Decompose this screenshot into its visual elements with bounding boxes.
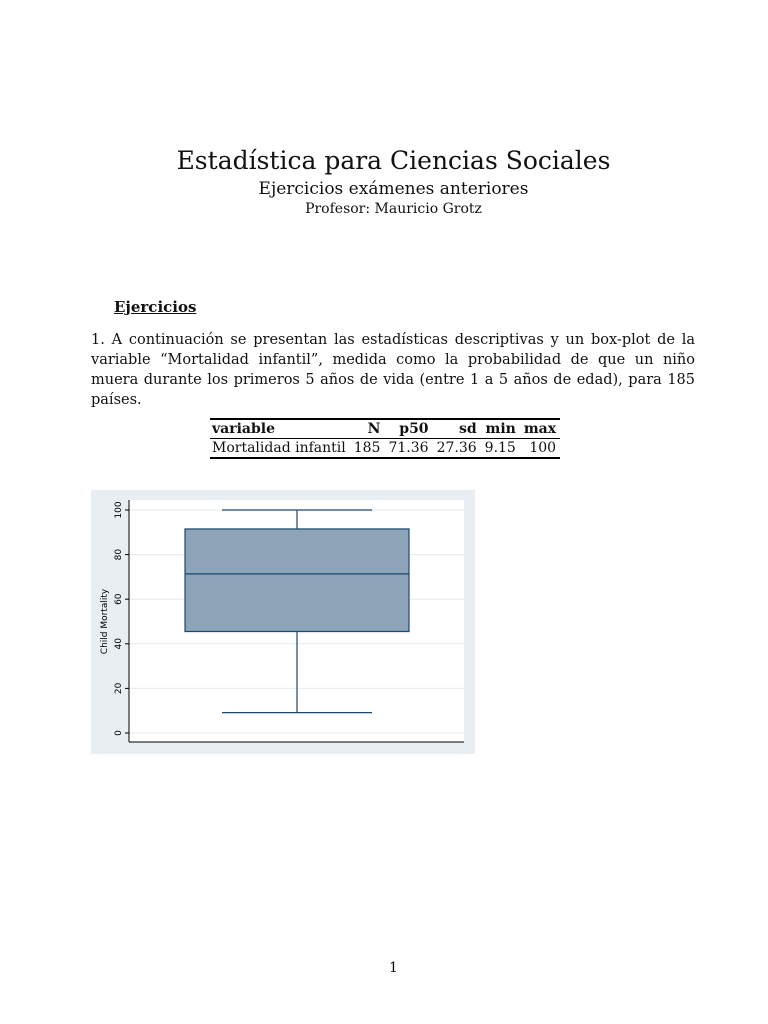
document-author: Profesor: Mauricio Grotz: [305, 201, 482, 217]
cell-p50: 71.36: [388, 440, 429, 456]
cell-max: 100: [529, 440, 557, 456]
document-title: Estadística para Ciencias Sociales: [176, 146, 611, 175]
page-number: 1: [389, 960, 398, 976]
header-p50: p50: [399, 421, 429, 437]
y-tick-label: 0: [114, 730, 124, 736]
y-tick-label: 20: [114, 682, 124, 695]
section-heading: Ejercicios: [114, 298, 197, 316]
stats-header-row: [210, 419, 560, 439]
cell-sd: 27.36: [436, 440, 477, 456]
cell-min: 9.15: [484, 440, 516, 456]
y-axis-label: Child Mortality: [100, 588, 110, 655]
header-variable: variable: [212, 421, 275, 437]
cell-n: 185: [353, 440, 381, 456]
iqr-box: [185, 529, 409, 632]
stats-table: [210, 418, 560, 459]
y-tick-label: 100: [114, 501, 124, 519]
cell-variable: Mortalidad infantil: [212, 440, 346, 456]
document-subtitle: Ejercicios exámenes anteriores: [258, 179, 529, 199]
header-n: N: [367, 421, 381, 437]
header-max: max: [523, 421, 557, 437]
y-tick-label: 60: [114, 593, 124, 605]
exercise-paragraph: 1. A continuación se presentan las estadísticas descriptivas y un box-plot de la variable “Mortalidad infantil”, medida como la probabilidad de que un niño muera durante los primeros 5 años de vida (entre 1 a 5 años de edad), para 185 países.: [91, 332, 695, 408]
y-tick-label: 40: [114, 638, 124, 650]
boxplot-figure: [91, 490, 475, 754]
header-sd: sd: [458, 421, 477, 437]
boxplot-svg: [91, 490, 475, 754]
header-min: min: [485, 421, 516, 437]
y-tick-label: 80: [114, 548, 124, 561]
table-row: [210, 439, 560, 459]
